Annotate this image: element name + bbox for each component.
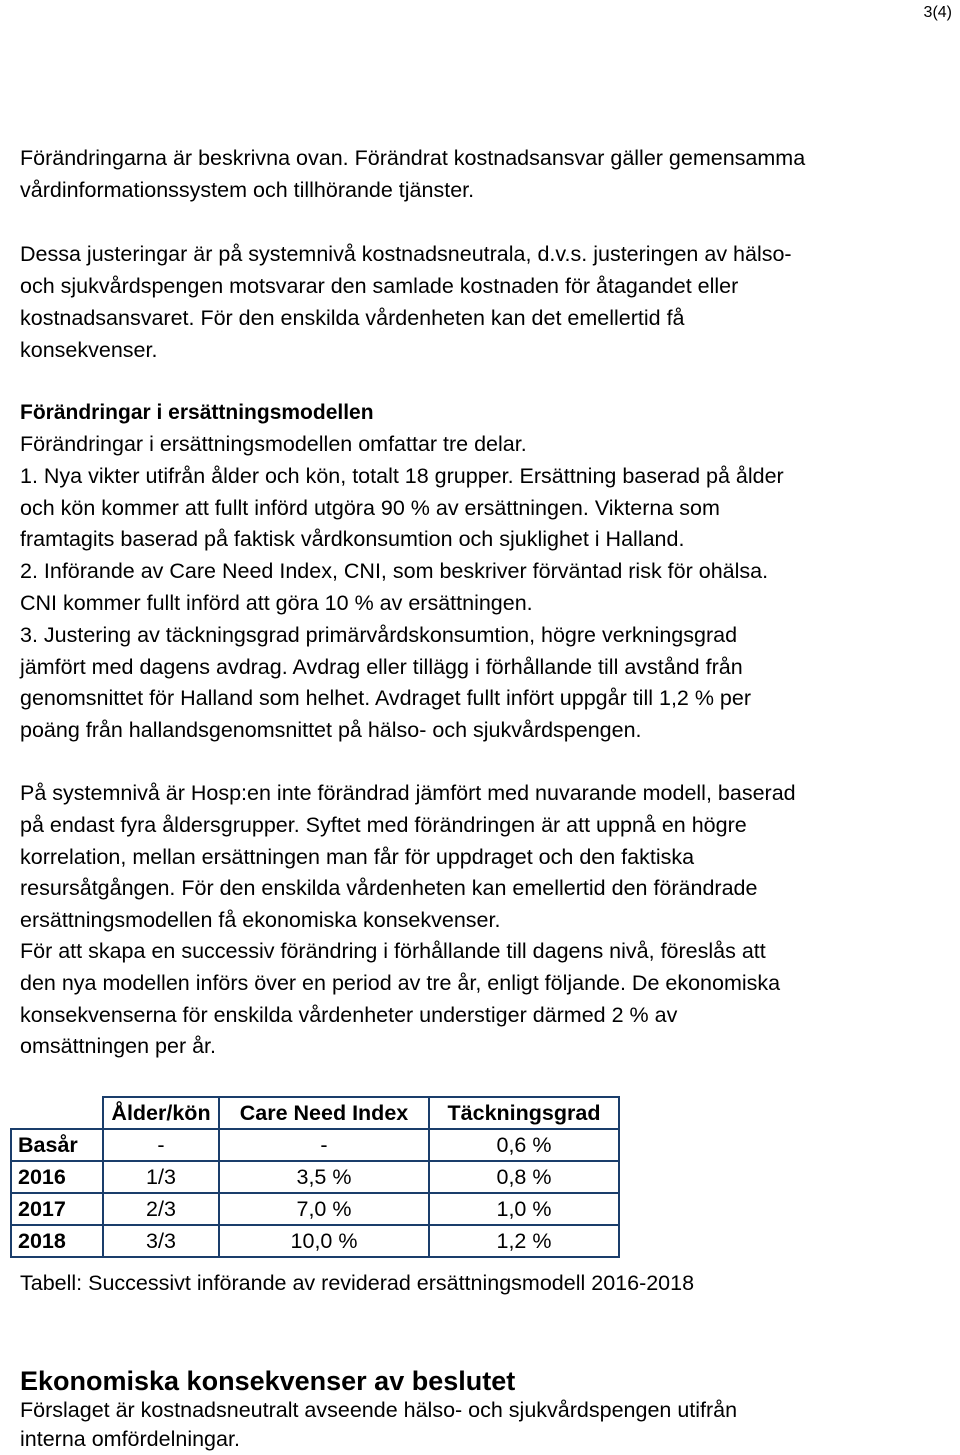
table-header-cell <box>11 1097 103 1129</box>
cost-neutral-paragraph <box>20 238 940 366</box>
text-line: Dessa justeringar är på systemnivå kostnadsneutrala, d.v.s. justeringen av hälso- <box>20 242 792 266</box>
text-line: på endast fyra åldersgrupper. Syftet med förändringen är att uppnå en högre <box>20 812 747 837</box>
table-cell: 3/3 <box>103 1225 219 1257</box>
table-cell: Basår <box>11 1129 103 1161</box>
section-body <box>20 429 940 747</box>
table-cell: 7,0 % <box>219 1193 429 1225</box>
section-heading: Förändringar i ersättningsmodellen <box>20 401 374 424</box>
text-line: CNI kommer fullt införd att göra 10 % av ersättningen. <box>20 590 533 615</box>
table-header-cell: Care Need Index <box>219 1097 429 1129</box>
table-row <box>11 1193 619 1225</box>
table-caption: Tabell: Successivt införande av reviderad ersättningsmodell 2016-2018 <box>20 1271 695 1295</box>
text-line: vårdinformationssystem och tillhörande tjänster. <box>20 177 475 202</box>
text-line: ersättningsmodellen få ekonomiska konsekvenser. <box>20 908 501 933</box>
text-line: För att skapa en successiv förändring i förhållande till dagens nivå, föreslås att <box>20 939 766 963</box>
table-cell: - <box>219 1129 429 1161</box>
text-line: omsättningen per år. <box>20 1034 217 1059</box>
table-cell: 3,5 % <box>219 1161 429 1193</box>
text-line: På systemnivå är Hosp:en inte förändrad jämfört med nuvarande modell, baserad <box>20 781 796 805</box>
table-cell: 10,0 % <box>219 1225 429 1257</box>
text-line: 2. Införande av Care Need Index, CNI, som beskriver förväntad risk för ohälsa. <box>20 559 769 584</box>
text-line: och kön kommer att fullt införd utgöra 90 % av ersättningen. Vikterna som <box>20 495 720 520</box>
text-line: konsekvenserna för enskilda vårdenheter understiger därmed 2 % av <box>20 1002 678 1027</box>
text-line: resursåtgången. För den enskilda vårdenheten kan emellertid den förändrade <box>20 876 758 901</box>
text-line: poäng från hallandsgenomsnittet på hälso- och sjukvårdspengen. <box>20 718 642 743</box>
table-row <box>11 1225 619 1257</box>
text-line: kostnadsansvaret. För den enskilda vårdenheten kan det emellertid få <box>20 306 685 330</box>
text-line: genomsnittet för Halland som helhet. Avdraget fullt infört uppgår till 1,2 % per <box>20 686 752 711</box>
text-line: konsekvenser. <box>20 338 158 362</box>
table-cell: 1,0 % <box>429 1193 619 1225</box>
econ-heading: Ekonomiska konsekvenser av beslutet <box>20 1366 516 1396</box>
econ-paragraph <box>20 1396 940 1454</box>
table-cell: - <box>103 1129 219 1161</box>
text-line: Förslaget är kostnadsneutralt avseende hälso- och sjukvårdspengen utifrån <box>20 1398 738 1422</box>
text-line: jämfört med dagens avdrag. Avdrag eller tillägg i förhållande till avstånd från <box>20 654 743 679</box>
system-level-paragraph <box>20 778 940 937</box>
phase-in-paragraph <box>20 936 940 1063</box>
table-header-cell: Täckningsgrad <box>429 1097 619 1129</box>
text-line: Förändringar i ersättningsmodellen omfattar tre delar. <box>20 432 527 456</box>
table-row <box>11 1161 619 1193</box>
table-row <box>11 1129 619 1161</box>
table-header-row <box>11 1097 619 1129</box>
table-cell: 1,2 % <box>429 1225 619 1257</box>
table-cell: 2018 <box>11 1225 103 1257</box>
text-line: framtagits baserad på faktisk vårdkonsumtion och sjuklighet i Halland. <box>20 527 685 552</box>
text-line: och sjukvårdspengen motsvarar den samlade kostnaden för åtagandet eller <box>20 274 739 298</box>
table-cell: 0,6 % <box>429 1129 619 1161</box>
intro-paragraph <box>20 143 940 206</box>
text-line: korrelation, mellan ersättningen man får för uppdraget och den faktiska <box>20 844 695 869</box>
phase-in-table <box>10 1096 620 1258</box>
table-cell: 2016 <box>11 1161 103 1193</box>
text-line: den nya modellen införs över en period av tre år, enligt följande. De ekonomiska <box>20 970 781 995</box>
text-line: 1. Nya vikter utifrån ålder och kön, totalt 18 grupper. Ersättning baserad på ålder <box>20 463 784 488</box>
table-cell: 1/3 <box>103 1161 219 1193</box>
table-cell: 2017 <box>11 1193 103 1225</box>
table-header-cell: Ålder/kön <box>103 1097 219 1129</box>
table-cell: 2/3 <box>103 1193 219 1225</box>
text-line: Förändringarna är beskrivna ovan. Förändrat kostnadsansvar gäller gemensamma <box>20 146 806 170</box>
page-number: 3(4) <box>923 4 952 21</box>
table-cell: 0,8 % <box>429 1161 619 1193</box>
text-line: interna omfördelningar. <box>20 1427 240 1451</box>
text-line: 3. Justering av täckningsgrad primärvårdskonsumtion, högre verkningsgrad <box>20 622 738 647</box>
